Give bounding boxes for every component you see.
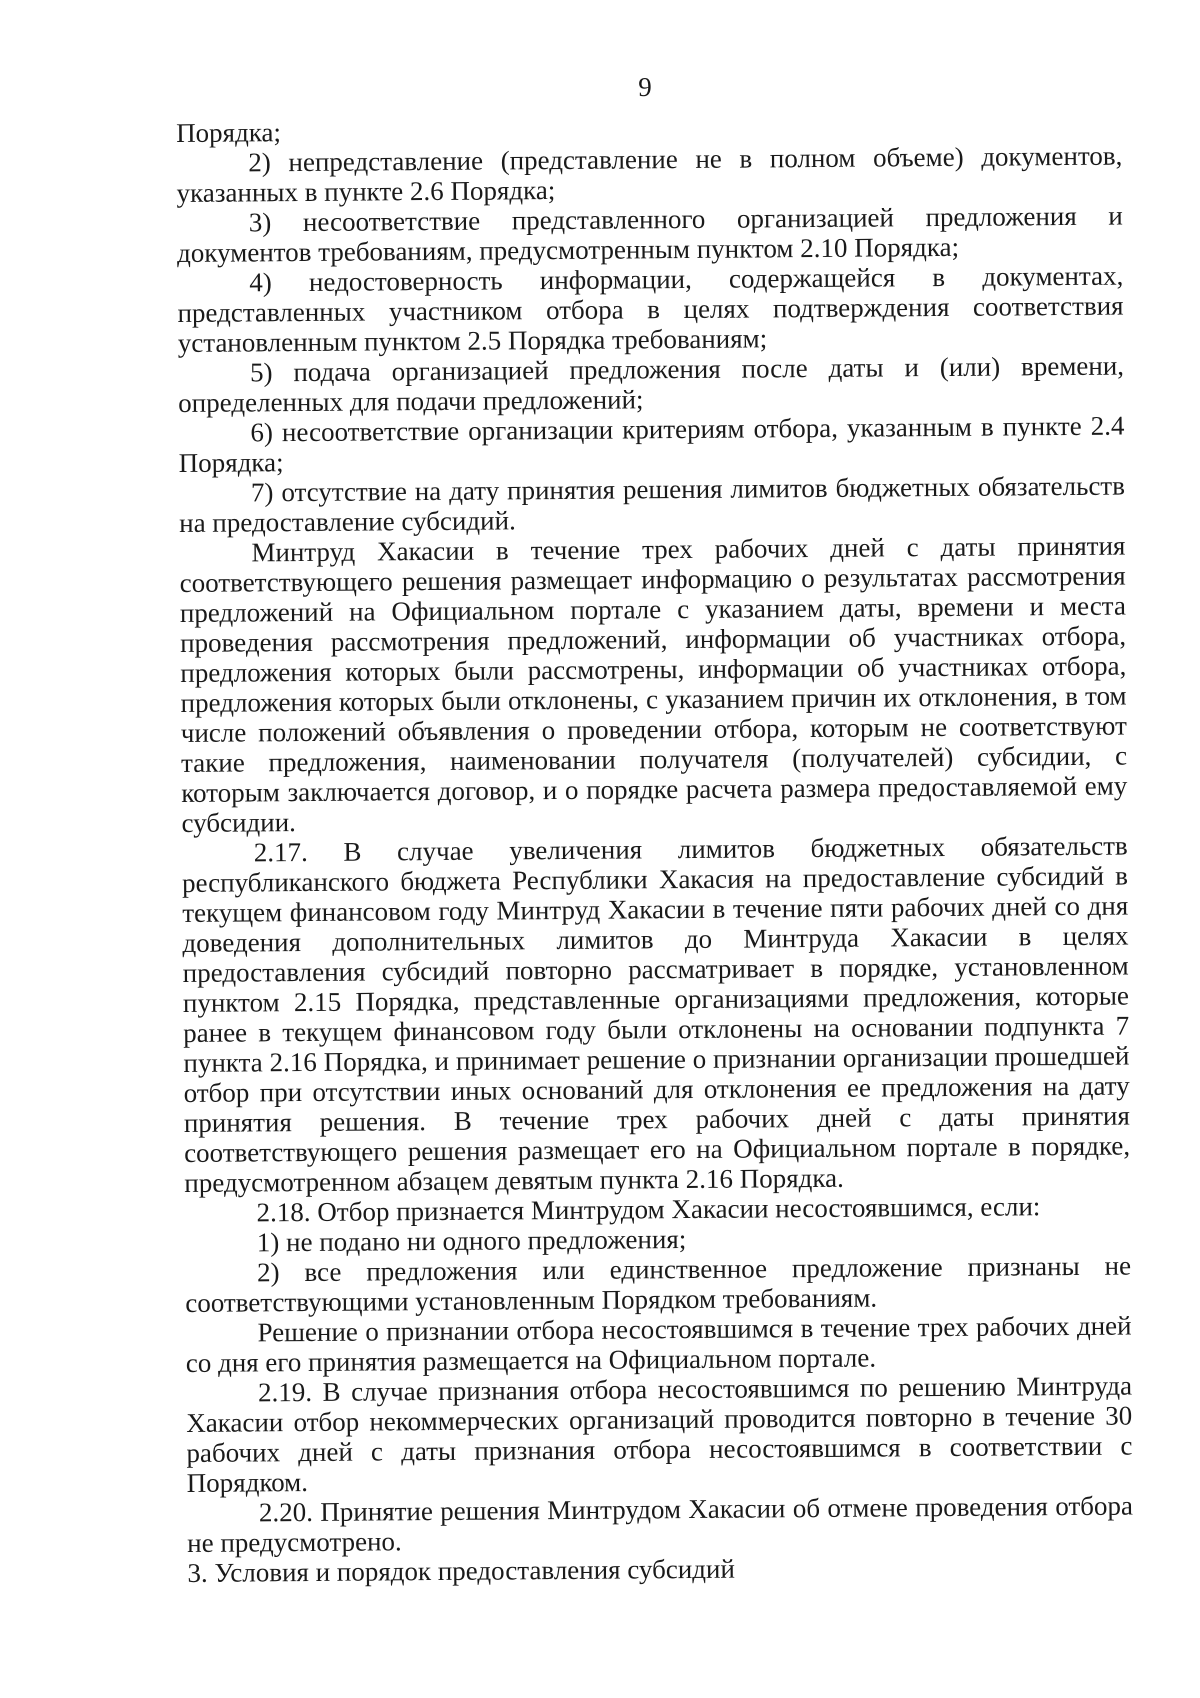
page-number: 9 xyxy=(638,72,652,102)
list-item-6: 6) несоответствие организации критериям отбора, указанным в пункте 2.4 Порядка; xyxy=(178,410,1125,478)
list-item-7: 7) отсутствие на дату принятия решения лимитов бюджетных обязательств на предоставление субсидий. xyxy=(179,470,1126,538)
list-item-3: 3) несоответствие представленного организацией предложения и документов требованиям, предусмотренным пунктом 2.10 Порядка; xyxy=(176,200,1123,268)
document-body xyxy=(176,111,1134,1588)
list-item-5: 5) подача организацией предложения после даты и (или) времени, определенных для подачи предложений; xyxy=(178,350,1125,418)
clause-2-20: 2.20. Принятие решения Минтрудом Хакасии об отмене проведения отбора не предусмотрено. xyxy=(187,1490,1134,1558)
clause-2-18-item-1: 1) не подано ни одного предложения; xyxy=(256,1224,687,1258)
clause-2-18-item-2: 2) все предложения или единственное предложение признаны не соответствующими установленным Порядком требованиям. xyxy=(185,1250,1132,1318)
paragraph-continuation: Порядка; xyxy=(176,117,282,148)
paragraph-publication: Минтруд Хакасии в течение трех рабочих дней с даты принятия соответствующего решения размещает информацию о результатах рассмотрения предложений на Официальном портале с указанием даты, времени и места проведения рассмотрения предложений, информации об участниках отбора, предложения которых были рассмотрены, информации об участниках отбора, предложения которых были отклонены, с указанием причин их отклонения, в том числе положений объявления о проведении отбора, которым не соответствуют такие предложения, наименовании получателя (получателей) субсидии, с которым заключается договор, и о порядке расчета размера предоставляемой ему субсидии. xyxy=(179,530,1128,838)
clause-2-17: 2.17. В случае увеличения лимитов бюджетных обязательств республиканского бюджета Республики Хакасия на предоставление субсидий в текущем финансовом году Минтруд Хакасии в течение пяти рабочих дней со дня доведения дополнительных лимитов до Минтруда Хакасии в целях предоставления субсидий повторно рассматривает в порядке, установленном пунктом 2.15 Порядка, представленные организациями предложения, которые ранее в текущем финансовом году были отклонены на основании подпункта 7 пункта 2.16 Порядка, и принимает решение о признании организации прошедшей отбор при отсутствии иных оснований для отклонения ее предложения на дату принятия решения. В течение трех рабочих дней с даты принятия соответствующего решения размещает его на Официальном портале в порядке, предусмотренном абзацем девятым пункта 2.16 Порядка. xyxy=(181,830,1131,1198)
list-item-4: 4) недостоверность информации, содержащейся в документах, представленных участником отбора в целях подтверждения соответствия установленным пунктом 2.5 Порядка требованиям; xyxy=(177,260,1124,358)
clause-2-18: 2.18. Отбор признается Минтрудом Хакасии несостоявшимся, если: xyxy=(256,1191,1041,1228)
paragraph-decision-publication: Решение о признании отбора несостоявшимся в течение трех рабочих дней со дня его принятия размещается на Официальном портале. xyxy=(185,1310,1132,1378)
list-item-2: 2) непредставление (представление не в полном объеме) документов, указанных в пункте 2.6 Порядка; xyxy=(176,140,1123,208)
clause-2-19: 2.19. В случае признания отбора несостоявшимся по решению Минтруда Хакасии отбор некоммерческих организаций проводится повторно в течение 30 рабочих дней с даты признания отбора несостоявшимся в соответствии с Порядком. xyxy=(186,1370,1133,1498)
section-heading: 3. Условия и порядок предоставления субсидий xyxy=(187,1553,735,1588)
